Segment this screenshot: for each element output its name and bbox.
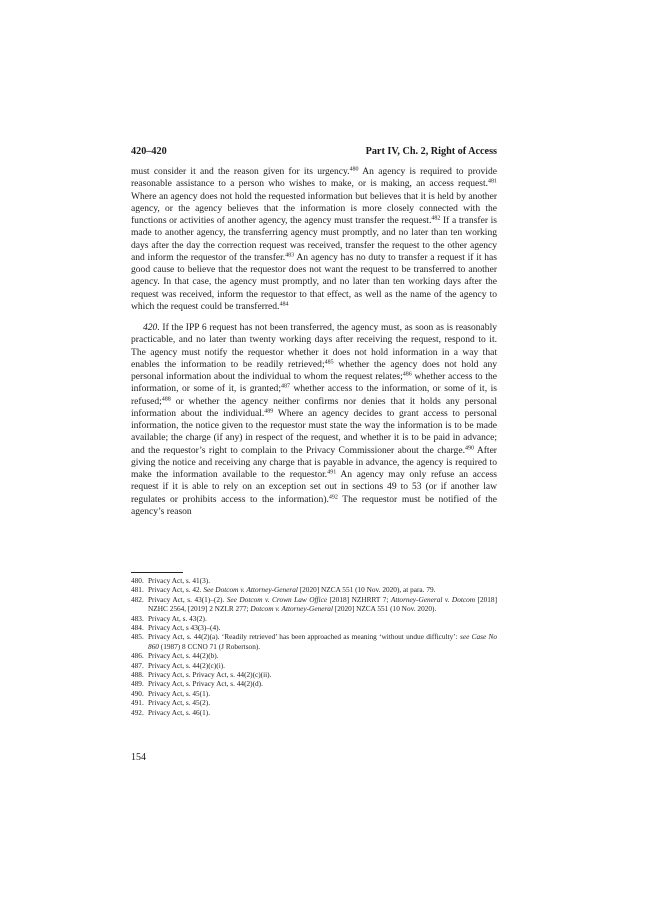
footnote-number: 490. xyxy=(131,688,144,698)
footnote-ref[interactable]: 482 xyxy=(431,215,441,222)
footnote-ref[interactable]: 490 xyxy=(464,445,474,451)
footnote xyxy=(131,585,497,594)
footnote xyxy=(131,623,497,632)
text-run: Privacy Act, s 43(3)–(4). xyxy=(148,623,221,633)
footnote-ref[interactable]: 480 xyxy=(349,166,359,173)
text-run: Privacy At, s. 43(2). xyxy=(148,613,207,623)
text-run: Where an agency decides to grant access to personal information, the notice given to the requestor must state the way the information is to be made available; the charge (if any) in respect of the request, and whether it is to be paid in advance; and the requestor’s right to complain to the Privacy Commissioner about the charge. xyxy=(131,407,498,456)
footnote xyxy=(131,576,497,585)
footnote-ref[interactable]: 485 xyxy=(324,359,334,366)
text-run: whether the agency does not hold any personal information about the individual to whom the request relates; xyxy=(131,358,498,382)
footnote-text xyxy=(148,632,497,651)
text-run: [2018] NZHRRT 7; xyxy=(327,594,391,604)
case-name: See Dotcom v. Attorney-General xyxy=(203,585,298,595)
footnote xyxy=(131,670,497,679)
footnote-ref[interactable]: 492 xyxy=(328,494,338,500)
footnote-number: 488. xyxy=(131,670,144,680)
footnote-text xyxy=(148,670,497,679)
text-run: or whether the agency neither confirms nor denies that it holds any personal information about the individual. xyxy=(131,395,497,419)
footnote-ref[interactable]: 484 xyxy=(279,301,289,308)
text-run: must consider it and the reason given for its urgency. xyxy=(131,166,350,177)
text-run: Where an agency does not hold the requested information but believes that it is held by another agency, or the agency believes that the information is more closely connected with the functions or activities of another agency, the agency must transfer the request. xyxy=(131,190,497,226)
footnote-number: 487. xyxy=(131,660,144,670)
footnote-divider xyxy=(131,572,183,573)
footnote xyxy=(131,595,497,614)
text-run: (1987) 8 CCNO 71 (J Robertson). xyxy=(158,641,261,651)
footnote-ref[interactable]: 487 xyxy=(280,383,290,390)
running-head-right: Part IV, Ch. 2, Right of Access xyxy=(365,146,497,157)
text-run: Privacy Act, s. 44(2)(b). xyxy=(148,651,219,661)
footnote-text xyxy=(148,698,497,707)
footnote-text xyxy=(148,585,497,594)
text-run: Privacy Act, s. 45(1). xyxy=(148,688,211,698)
text-run: Privacy Act, s. Privacy Act, s. 44(2)(d). xyxy=(148,679,263,689)
footnote-text xyxy=(148,708,497,717)
footnote-ref[interactable]: 491 xyxy=(327,469,337,476)
footnote-number: 491. xyxy=(131,698,144,708)
footnote-ref[interactable]: 488 xyxy=(161,396,171,402)
footnote-number: 483. xyxy=(131,613,144,623)
footnote-number: 480. xyxy=(131,576,144,585)
text-run: Privacy Act, s. 42. xyxy=(148,585,204,595)
case-name: see Case No 860 xyxy=(148,632,497,651)
text-run: whether access to the information, or some of it, is refused; xyxy=(131,383,497,407)
text-run: Privacy Act, s. 45(2). xyxy=(148,698,211,708)
text-run: After giving the notice and receiving any charge that is payable in advance, the agency is required to make the information available to the requestor. xyxy=(131,444,497,480)
footnote xyxy=(131,679,497,688)
text-run: [2020] NZCA 551 (10 Nov. 2020), at para. 79. xyxy=(297,585,436,595)
text-run: An agency is required to provide reasonable assistance to a person who wishes to make, or is making, an access request. xyxy=(131,166,497,190)
case-name: Attorney-General v. Dotcom xyxy=(390,594,476,604)
running-head-left: 420–420 xyxy=(131,146,167,157)
text-run: [2018] NZHC 2564, [2019] 2 NZLR 277; xyxy=(148,594,497,614)
footnote-text xyxy=(148,576,497,585)
footnote xyxy=(131,689,497,698)
text-run: whether access to the information, or some of it, is granted; xyxy=(131,371,497,395)
text-run: If a transfer is made to another agency, the transferring agency must promptly, and no later than ten working days after the day the correction request was received, transfer the request to the other agency and inform the requestor of the transfer. xyxy=(131,215,497,263)
paragraph-continuation xyxy=(131,166,497,313)
page-number: 154 xyxy=(131,752,146,763)
text-run: The requestor must be notified of the agency’s reason xyxy=(131,493,497,517)
footnote-ref[interactable]: 483 xyxy=(285,252,295,259)
footnote-text xyxy=(148,689,497,698)
footnote-number: 482. xyxy=(131,594,144,604)
case-name: See Dotcom v. Crown Law Office xyxy=(226,594,328,604)
footnote xyxy=(131,698,497,707)
text-run: Privacy Act, s. 46(1). xyxy=(148,707,211,717)
text-run: Privacy Act, s. 44(2)(a). ‘Readily retrieved’ has been approached as meaning ‘without undue difficulty’: xyxy=(148,632,460,642)
footnote xyxy=(131,632,497,651)
paragraph-number: 420. xyxy=(143,322,160,333)
footnote-text xyxy=(148,651,497,660)
footnote-ref[interactable]: 486 xyxy=(402,371,412,378)
text-run: Privacy Act, s. Privacy Act, s. 44(2)(c)(ii). xyxy=(148,670,272,680)
footnote xyxy=(131,651,497,660)
footnote xyxy=(131,708,497,717)
footnote xyxy=(131,661,497,670)
paragraph-420 xyxy=(131,322,497,518)
text-run: An agency has no duty to transfer a request if it has good cause to believe that the requestor does not want the request to be transferred to another agency. In that case, the agency must promptly, and no later than ten working days after the request was received, inform the requestor to that effect, as well as the name of the agency to which the request could be transferred. xyxy=(131,251,498,312)
text-run: Privacy Act, s. 41(3). xyxy=(148,576,211,585)
text-run: An agency may only refuse an access request if it is able to rely on an exception set out in sections 49 to 53 (or if another law regulates or prohibits access to the information). xyxy=(131,469,497,505)
footnote-ref[interactable]: 481 xyxy=(488,178,497,185)
text-run: Privacy Act, s. 43(1)–(2). xyxy=(148,594,227,604)
footnote xyxy=(131,614,497,623)
running-head xyxy=(131,146,497,157)
footnote-text xyxy=(148,614,497,623)
footnote-number: 484. xyxy=(131,623,144,633)
footnote-number: 489. xyxy=(131,679,144,689)
body-text xyxy=(131,166,497,518)
footnote-number: 486. xyxy=(131,651,144,661)
case-name: Dotcom v. Attorney-General xyxy=(250,604,333,614)
footnote-ref[interactable]: 489 xyxy=(264,408,274,415)
text-run: [2020] NZCA 551 (10 Nov. 2020). xyxy=(332,604,437,614)
footnotes xyxy=(131,576,497,717)
footnote-text xyxy=(148,679,497,688)
text-run: Privacy Act, s. 44(2)(c)(i). xyxy=(148,660,225,670)
footnote-number: 485. xyxy=(131,632,144,642)
footnote-number: 492. xyxy=(131,707,144,717)
footnote-text xyxy=(148,595,497,614)
text-run: If the IPP 6 request has not been transferred, the agency must, as soon as is reasonably practicable, and no later than twenty working days after receiving the request, respond to it. The agency must notify the requestor whether it does not hold information in a way that enables the information to be readily retrieved; xyxy=(131,322,497,370)
footnote-text xyxy=(148,661,497,670)
footnote-text xyxy=(148,623,497,632)
footnote-number: 481. xyxy=(131,585,144,595)
